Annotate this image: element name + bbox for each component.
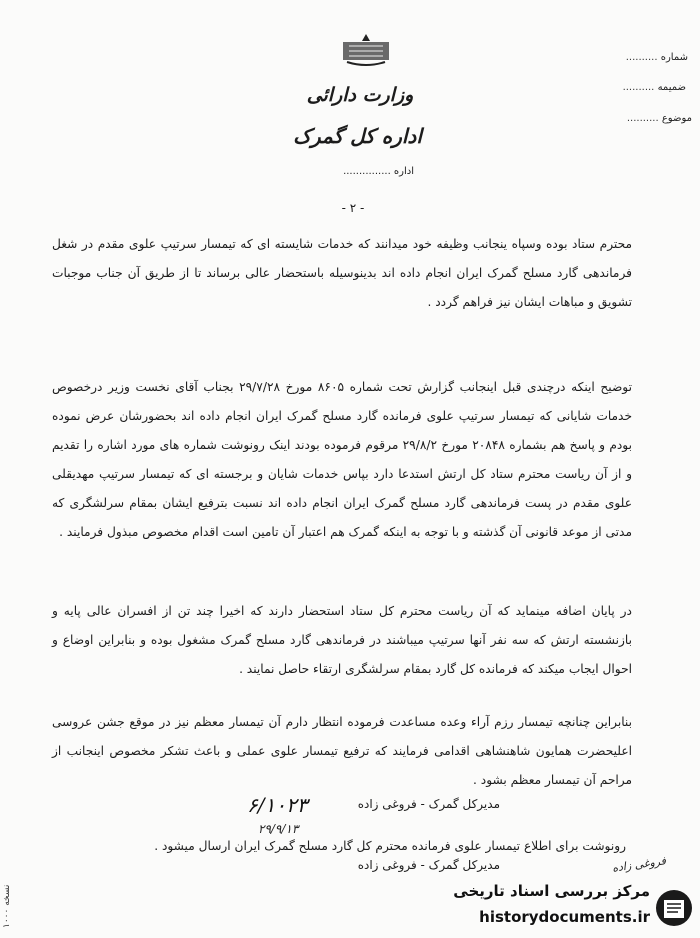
number-label: شماره [660, 52, 688, 63]
subject-field: موضوع .......... [626, 113, 692, 124]
paragraph-3: در پایان اضافه مینماید که آن ریاست محترم کل ستاد استحضار دارند که اخیرا چند تن از افسران عالی پایه و بازنشسته ارتش که سه نفر آنها سرتیپ میباشند در فرماندهی گارد مسلح گمرک مشغول بوده و بنابراین اوضاع و احوال ایجاب میکند که فرمانده کل گارد بمقام سرلشگری ارتقاء حاصل نمایند . [52, 604, 632, 676]
number-field: شماره .......... [625, 52, 688, 63]
paragraph-1: محترم ستاد بوده وسپاه ینجانب وظیفه خود میدانند که خدمات شایسته ای که تیمسار سرتیپ علوی مقدم در شغل فرماندهی گارد مسلح گمرک ایران انجام داده اند بدینوسیله باستحضار عالی برساند تا از طریق آن جناب موجبات تشویق و مباهات ایشان نیز فراهم گردد . [52, 237, 632, 309]
copy-note: رونوشت برای اطلاع تیمسار علوی فرمانده محترم کل گارد مسلح گمرک ایران ارسال میشود . [154, 839, 626, 853]
attachment-label: ضمیمه [657, 82, 686, 93]
subject-label: موضوع [661, 113, 692, 124]
paragraph-4: بنابراین چنانچه تیمسار رزم آراء وعده مساعدت فرموده انتظار دارم آن تیمسار معظم نیز در موقع جشن عروسی اعلیحضرت همایون شاهنشاهی اقدامی فرمایند که ترفیع تیمسار علوی عملی و باعث تشکر مخصوص اینجانب از مراحم آن تیمسار معظم بشود . [52, 715, 632, 787]
archive-logo-icon [654, 886, 694, 930]
ministry-title: وزارت دارائی [306, 84, 414, 106]
signature-line-2: مدیرکل گمرک - فروغی زاده [357, 858, 500, 872]
lion-and-sun-emblem-icon [335, 32, 397, 68]
paragraph-2: توضیح اینکه درچندی قبل اینجانب گزارش تحت شماره ۸۶۰۵ مورخ ۲۹/۷/۲۸ بجناب آقای نخست وزیر درخصوص خدمات شایانی که تیمسار سرتیپ علوی فرمانده گارد مسلح گمرک ایران انجام داده اند بحضورشان عرض نموده بودم و پاسخ هم بشماره ۲۰۸۴۸ مورخ ۲۹/۸/۲ مرقوم فرموده بودند اینک رونوشت شماره های مورد اشاره را تقدیم و از آن ریاست محترم ستاد کل ارتش استدعا دارد بپاس خدمات شایان و برجسته ای که تیمسار سرتیپ مهدیقلی علوی مقدم در پست فرماندهی گارد مسلح گمرک ایران انجام داده اند نسبت بترفیع ایشان بمقام سرلشگری که مدتی از موعد قانونی آن گذشته و با توجه به اینکه گمرک هم اعتبار آن تامین است اقدام مخصوص مبذول فرمایند . [52, 380, 632, 539]
office-label: اداره ............... [343, 166, 414, 177]
department-title: اداره کل گمرک [293, 124, 422, 148]
margin-note: ۱۰۰۰ نسخه [2, 884, 12, 928]
handwritten-signature: فروغی زاده [611, 854, 667, 875]
watermark-url: historydocuments.ir [479, 908, 650, 926]
signature-line: مدیرکل گمرک - فروغی زاده [357, 797, 500, 811]
watermark-name: مرکز بررسی اسناد تاریخی [453, 882, 650, 900]
archive-watermark [432, 880, 698, 936]
handwritten-date: ۲۹/۹/۱۳ [258, 822, 299, 836]
handwritten-number: ۶/۱۰۲۳ [247, 793, 308, 817]
page-number: - ۲ - [341, 201, 365, 215]
attachment-field: ضمیمه .......... [622, 82, 686, 93]
